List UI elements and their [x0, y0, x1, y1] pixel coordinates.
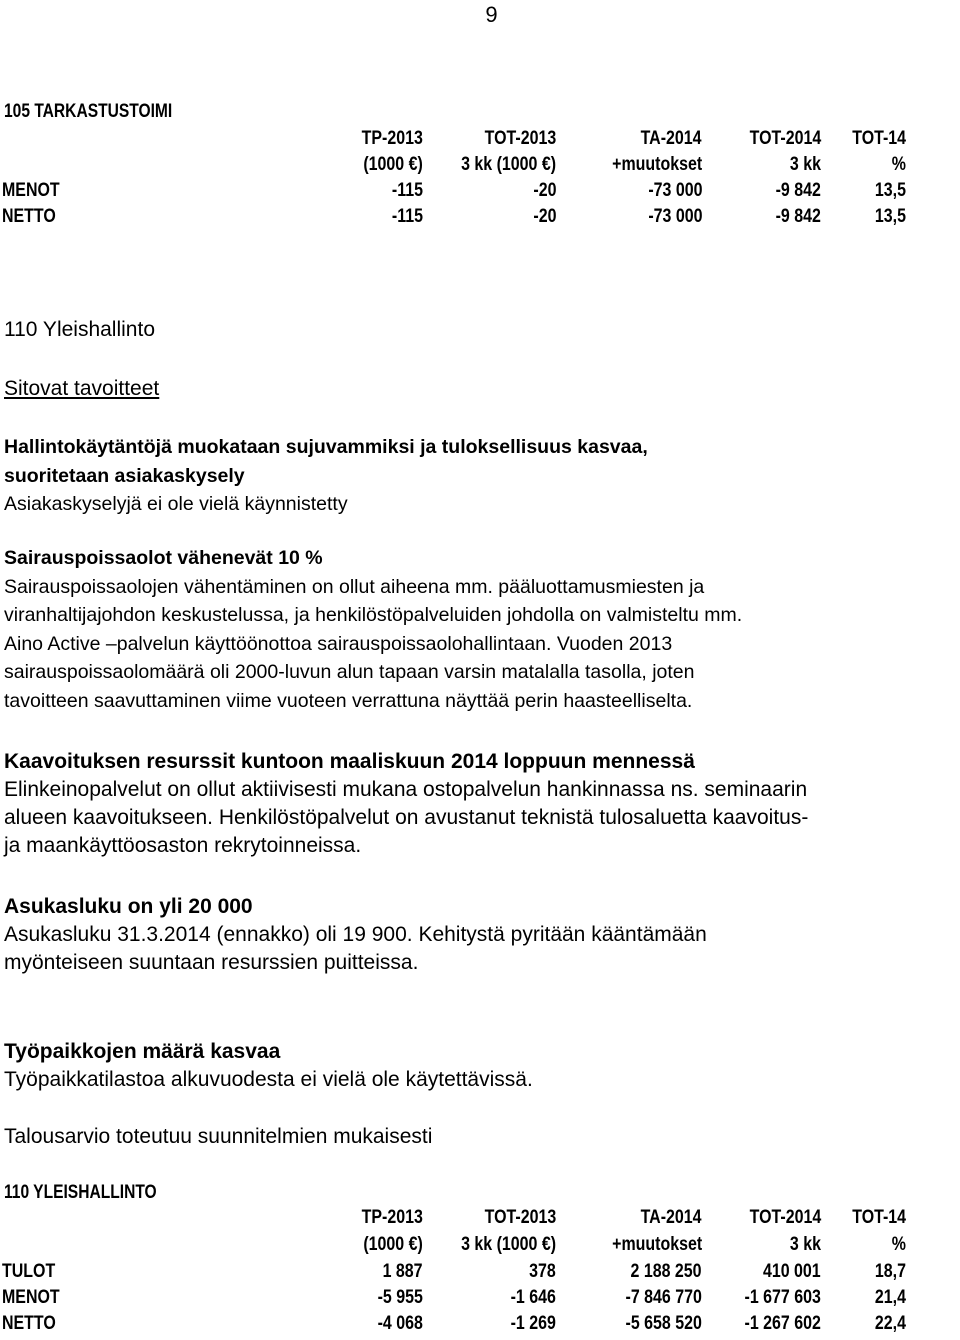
table-cell: -73 000 [647, 180, 702, 201]
table-cell: -115 [391, 180, 423, 201]
table-cell: 21,4 [874, 1287, 906, 1308]
table-cell: -20 [532, 206, 556, 227]
goal-3-line: Elinkeinopalvelut on ollut aktiivisesti mukana ostopalvelun hankinnassa ns. seminaarin [4, 778, 808, 801]
table-cell: -20 [532, 180, 556, 201]
table-cell: -5 955 [377, 1287, 423, 1308]
row-label: NETTO [2, 1313, 56, 1334]
goal-4-line: myönteiseen suuntaan resurssien puitteissa. [4, 951, 419, 974]
goal-6-title: Talousarvio toteutuu suunnitelmien mukaisesti [4, 1125, 433, 1148]
page-number: 9 [485, 2, 498, 27]
row-label: NETTO [2, 206, 56, 227]
row-label: TULOT [2, 1261, 56, 1282]
binding-goals-heading: Sitovat tavoitteet [4, 377, 160, 400]
header-cell: (1000 €) [363, 1234, 423, 1255]
table-cell: -1 677 603 [744, 1287, 821, 1308]
table-subheader-row [2, 1234, 958, 1260]
header-cell: TA-2014 [641, 1207, 702, 1228]
header-cell: TOT-2013 [484, 128, 556, 149]
goal-2 [4, 544, 959, 715]
section-105-title: 105 TARKASTUSTOIMI [4, 101, 173, 122]
table-row [2, 1313, 958, 1339]
table-cell: 378 [529, 1261, 556, 1282]
goal-4-line: Asukasluku 31.3.2014 (ennakko) oli 19 900. Kehitystä pyritään kääntämään [4, 923, 707, 946]
table-cell: -1 646 [510, 1287, 556, 1308]
table-cell: 13,5 [874, 206, 906, 227]
table-cell: -4 068 [377, 1313, 423, 1334]
goal-3-line: ja maankäyttöosaston rekrytoinneissa. [4, 834, 362, 857]
goal-4-title: Asukasluku on yli 20 000 [4, 895, 253, 918]
table-row [2, 180, 958, 206]
goal-2-line: Aino Active –palvelun käyttöönottoa sairauspoissaolohallintaan. Vuoden 2013 [4, 632, 673, 655]
goal-5-text: Työpaikkatilastoa alkuvuodesta ei vielä ole käytettävissä. [4, 1068, 533, 1091]
section-110-title: 110 Yleishallinto [4, 318, 155, 341]
table-110-title: 110 YLEISHALLINTO [4, 1182, 157, 1203]
header-cell: (1000 €) [363, 154, 423, 175]
goal-2-line: viranhaltijajohdon keskustelussa, ja henkilöstöpalveluiden johdolla on valmisteltu mm. [4, 604, 743, 626]
goal-3-line: alueen kaavoitukseen. Henkilöstöpalvelut on avustanut teknistä tulosaluetta kaavoitus- [4, 806, 809, 829]
table-row [2, 206, 958, 232]
goal-2-line: tavoitteen saavuttaminen viime vuoteen verrattuna näyttää perin haasteelliselta. [4, 689, 693, 712]
header-cell: TOT-2013 [484, 1207, 556, 1228]
goal-2-title: Sairauspoissaolot vähenevät 10 % [4, 547, 323, 569]
table-cell: 18,7 [874, 1261, 906, 1282]
table-header-row [2, 1207, 958, 1233]
table-cell: -1 269 [510, 1313, 556, 1334]
header-cell: TOT-14 [852, 128, 906, 149]
table-cell: 2 188 250 [630, 1261, 702, 1282]
table-cell: -115 [391, 206, 423, 227]
table-header-row [2, 128, 958, 154]
goal-2-line: sairauspoissaolomäärä oli 2000-luvun alun tapaan varsin matalalla tasolla, joten [4, 661, 695, 683]
header-cell: TA-2014 [641, 128, 702, 149]
table-cell: -7 846 770 [625, 1287, 702, 1308]
table-cell: 22,4 [874, 1313, 906, 1334]
goal-1-text: Asiakaskyselyjä ei ole vielä käynnistetty [4, 493, 348, 515]
table-cell: 1 887 [383, 1261, 423, 1282]
goal-1 [4, 433, 959, 519]
header-cell: TP-2013 [361, 1207, 423, 1228]
header-cell: 3 kk (1000 €) [461, 1234, 556, 1255]
header-cell: 3 kk [789, 154, 821, 175]
goal-5 [4, 1038, 959, 1094]
row-label: MENOT [2, 180, 60, 201]
goal-3-title: Kaavoituksen resurssit kuntoon maaliskuun 2014 loppuun mennessä [4, 750, 695, 773]
row-label: MENOT [2, 1287, 60, 1308]
goal-2-line: Sairauspoissaolojen vähentäminen on ollut aiheena mm. pääluottamusmiesten ja [4, 575, 705, 598]
goal-5-title: Työpaikkojen määrä kasvaa [4, 1040, 281, 1063]
table-cell: -9 842 [775, 206, 821, 227]
table-cell: 13,5 [874, 180, 906, 201]
goal-1-title-line: Hallintokäytäntöjä muokataan sujuvammiksi ja tuloksellisuus kasvaa, [4, 436, 648, 458]
table-cell: -9 842 [775, 180, 821, 201]
table-row [2, 1287, 958, 1313]
header-cell: TOT-14 [852, 1207, 906, 1228]
goal-4 [4, 893, 959, 977]
goal-6 [4, 1123, 959, 1151]
header-cell: 3 kk (1000 €) [461, 154, 556, 175]
header-cell: +muutokset [611, 1234, 702, 1255]
table-row [2, 1261, 958, 1287]
header-cell: TP-2013 [361, 128, 423, 149]
goal-3 [4, 748, 959, 860]
header-cell: +muutokset [611, 154, 702, 175]
header-cell: 3 kk [789, 1234, 821, 1255]
header-cell: TOT-2014 [749, 128, 821, 149]
table-cell: -73 000 [647, 206, 702, 227]
table-cell: -1 267 602 [744, 1313, 821, 1334]
goal-1-title-line: suoritetaan asiakaskysely [4, 464, 245, 487]
header-cell: TOT-2014 [749, 1207, 821, 1228]
header-cell: % [891, 154, 906, 175]
table-subheader-row [2, 154, 958, 180]
header-cell: % [891, 1234, 906, 1255]
table-cell: -5 658 520 [625, 1313, 702, 1334]
table-cell: 410 001 [763, 1261, 821, 1282]
